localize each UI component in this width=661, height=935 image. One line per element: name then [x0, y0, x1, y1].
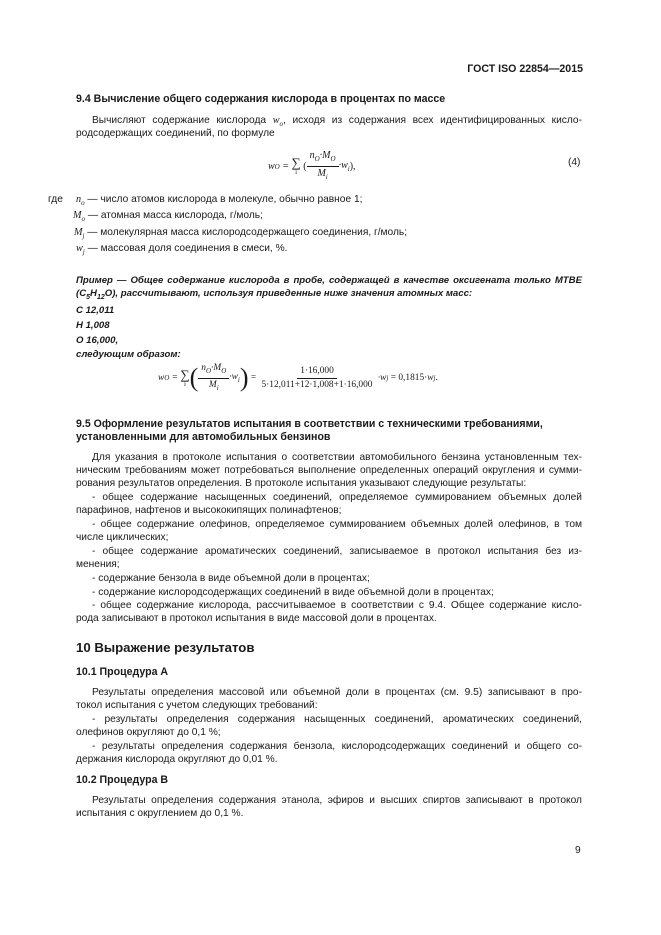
list-item: - результаты определения содержания насыщенных соединений, ароматических соединений,	[92, 714, 582, 725]
list-item-cont: рода записывают в протокол испытания в виде массовой доли в процентах.	[76, 613, 437, 624]
list-item: - содержание кислородсодержащих соединений в виде объемной доли в процентах;	[92, 587, 494, 598]
example-line-2: $(С_5H_{12}O)$, рассчитывают, используя приведенные ниже значения атомных масс:	[76, 288, 473, 301]
section-9-5-title-line-2: установленными для автомобильных бензинов	[76, 431, 331, 443]
definition-m-j: $M_j$ — молекулярная масса кислородсодержащего соединения, г/моль;	[74, 227, 408, 241]
mass-oxygen: O 16,000,	[76, 335, 119, 346]
section-9-4-title: 9.4 Вычисление общего содержания кислорода в процентах по массе	[76, 93, 446, 105]
s102-line-2: испытания с округлением до 0,1 %.	[76, 808, 244, 819]
s94-intro-line-1: Вычисляют содержание кислорода $w_o$, исходя из содержания всех идентифицированных кисло-	[92, 115, 582, 129]
example-line-1: Пример — Общее содержание кислорода в пробе, содержащей в качестве оксигената только МТВЕ	[76, 275, 582, 286]
section-10-2-title: 10.2 Процедура В	[76, 774, 169, 786]
page-number: 9	[575, 845, 581, 856]
s95-para-line-3: рования результатов определения. В протоколе испытания указывают следующие результаты:	[76, 478, 527, 489]
section-9-5-title-line-1: 9.5 Оформление результатов испытания в соответствии с техническими требованиями,	[76, 418, 543, 430]
list-item: - общее содержание насыщенных соединений, определяемое суммированием объемных долей	[92, 492, 582, 503]
where-label: где	[48, 194, 63, 205]
example-calculation: w O = ∑ i ( $\frac{n_O\cdot M_O}{M_i}$ $\cdot w_i$ ) = $\frac{1\cdot 16,000}{5\cdot 12,011+12\cdot 1,008+1\cdot 16,000}$ ·w j = 0,1815· w j .	[158, 363, 438, 393]
definition-n-o: $n_o$ — число атомов кислорода в молекуле, обычно равное 1;	[76, 194, 363, 208]
list-item-cont: держания кислорода округляют до 0,01 %.	[76, 754, 278, 765]
equation-number: (4)	[568, 157, 581, 168]
definition-w-j: $w_j$ — массовая доля соединения в смеси, %.	[76, 243, 288, 257]
s102-line-1: Результаты определения содержания этанола, эфиров и высших спиртов записывают в протокол	[92, 795, 582, 806]
list-item-cont: олефинов округляют до 0,1 %;	[76, 727, 221, 738]
list-item: - содержание бензола в виде объемной доли в процентах;	[92, 573, 370, 584]
following-label: следующим образом:	[76, 349, 181, 360]
definition-m-o: $M_o$ — атомная масса кислорода, г/моль;	[73, 210, 263, 224]
s95-para-line-2: ническим требованиям может потребоваться выполнение определенных операций округления и сумми-	[76, 465, 582, 476]
list-item: - общее содержание ароматических соединений, записываемое в протокол испытания без из-	[92, 546, 582, 557]
list-item-cont: парафинов, нафтенов и высококипящих полинафтенов;	[76, 505, 342, 516]
s94-intro-line-2: родсодержащих соединений, по формуле	[76, 128, 275, 139]
section-10-title: 10 Выражение результатов	[76, 640, 255, 655]
document-header: ГОСТ ISO 22854—2015	[467, 63, 583, 75]
s101-line-2: токол испытания с учетом следующих требований:	[76, 700, 318, 711]
s95-para-line-1: Для указания в протоколе испытания о соответствии автомобильного бензина установленным тех-	[92, 452, 582, 463]
list-item: - результаты определения содержания бензола, кислородсодержащих соединений и общего со-	[92, 741, 582, 752]
list-item-cont: числе циклических;	[76, 532, 169, 543]
list-item-cont: менения;	[76, 559, 120, 570]
mass-carbon: C 12,011	[76, 305, 115, 316]
section-10-1-title: 10.1 Процедура А	[76, 666, 169, 678]
list-item: - общее содержание олефинов, определяемое суммированием объемных долей олефинов, в том	[92, 519, 582, 530]
s101-line-1: Результаты определения массовой или объемной доли в процентах (см. 9.5) записывают в про-	[92, 687, 582, 698]
list-item: - общее содержание кислорода, рассчитываемое в соответствии с 9.4. Общее содержание кисло-	[92, 600, 582, 611]
formula-4: w O = ∑ i ( $\frac{n_O\cdot M_O}{M_i}$ $\cdot w_i$ ),	[268, 150, 356, 181]
mass-hydrogen: H 1,008	[76, 320, 110, 331]
